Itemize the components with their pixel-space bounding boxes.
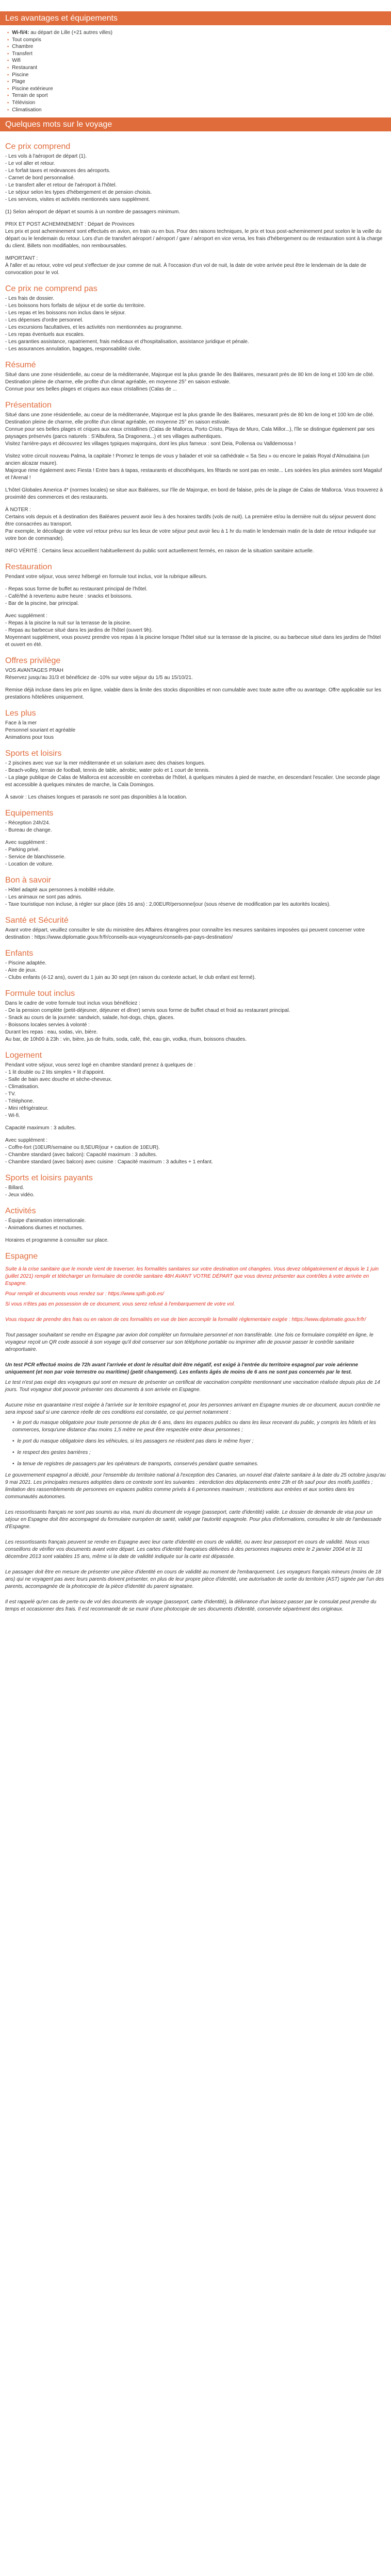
section-title: Espagne — [5, 1252, 38, 1261]
section-line: - Salle de bain avec douche et sèche-cheveux. — [5, 1077, 112, 1083]
section-block — [5, 1237, 386, 1244]
espagne-para-4: Le gouvernement espagnol a décidé, pour l'ensemble du territoire national à l'exception des Canaries, un nouvel état d'alerte sanitaire à la date du 25 octobre jusqu'au 9 mai 2021. Les principales mesures adoptées dans ce contexte sont les suivantes : interdiction des déplacements entre 23h et 6h sauf pour des motifs justifiés ; limitation des rassemblements de personnes en espaces publics comme privés à 6 personnes maximum ; restrictions aux entrées et aux sorties dans les communautés autonomes. — [5, 1472, 386, 1500]
section-line: - Les repas et les boissons non inclus dans le séjour. — [5, 310, 126, 316]
advantage-item-text: Transfert — [12, 50, 32, 57]
section-line: Avec supplément : — [5, 613, 48, 619]
measure-item: • le respect des gestes barrières ; — [12, 1449, 386, 1456]
section-line: Réservez jusqu'au 31/3 et bénéficiez de -10% sur votre séjour du 1/5 au 15/10/21. — [5, 675, 193, 681]
section-line: VOS AVANTAGES PRAH — [5, 668, 63, 674]
section-title: Enfants — [5, 949, 34, 958]
section-line: - Beach-volley, terrain de football, tennis de table, aérobic, water polo et 1 court de tennis. — [5, 768, 210, 774]
section-line: - Les repas éventuels aux escales. — [5, 332, 85, 338]
section-block — [5, 1125, 386, 1132]
advantage-item-text: Wifi — [12, 58, 21, 64]
section-line: (1) Selon aéroport de départ et soumis à un nombre de passagers minimum. — [5, 209, 181, 215]
advantage-item — [7, 29, 391, 37]
section-line: - Parking privé. — [5, 847, 40, 853]
section-line: - Coffre-fort (10EUR/semaine ou 8,5EUR/jour + caution de 10EUR). — [5, 1145, 160, 1151]
section-line: À NOTER : — [5, 507, 31, 513]
section-title: Bon à savoir — [5, 876, 51, 885]
section-line: - La plage publique de Calas de Mallorca est accessible en contrebas de l'hôtel, à quelques minutes à pied de marche, en descendant l'escalier. Une seconde plage est accessible à quelques minutes de marche, la Cala Domingos. — [5, 775, 380, 788]
section-block — [5, 820, 386, 834]
advantage-item — [7, 107, 391, 114]
section-line: À savoir : Les chaises longues et parasols ne sont pas disponibles à la location. — [5, 794, 187, 801]
section-title: Santé et Sécurité — [5, 916, 69, 925]
section-line: - Le vol aller et retour. — [5, 161, 55, 167]
section-title: Activités — [5, 1207, 36, 1216]
trip-content — [0, 131, 391, 1261]
section-block — [5, 412, 386, 448]
section-line: - Chambre standard (avec balcon): Capacité maximum : 3 adultes. — [5, 1152, 157, 1158]
section-line: Capacité maximum : 3 adultes. — [5, 1125, 76, 1131]
section-block — [5, 573, 386, 581]
espagne-measures-list — [12, 1419, 386, 1468]
section-line: - Hôtel adapté aux personnes à mobilité réduite. — [5, 887, 115, 893]
section-block — [5, 371, 386, 393]
section-title: Les plus — [5, 709, 36, 718]
section-line: - Les dépenses d'ordre personnel. — [5, 317, 84, 324]
section-line: PRIX ET POST ACHEMINEMENT : Départ de Provinces — [5, 222, 135, 228]
section-line: - Les animaux ne sont pas admis. — [5, 894, 83, 901]
advantage-item — [7, 50, 391, 58]
advantage-item-text: Télévision — [12, 99, 36, 106]
advantage-item-text: Terrain de sport — [12, 93, 48, 99]
trip-header: Quelques mots sur le voyage — [0, 117, 391, 131]
section-line: Destination pleine de charme, elle profite d'un climat agréable, en moyenne 25° en saison estivale. — [5, 379, 231, 385]
section-line: - Les assurances annulation, bagages, responsabilité civile. — [5, 346, 142, 352]
section-line: - 2 piscines avec vue sur la mer méditerranée et un solarium avec des chaises longues. — [5, 760, 205, 767]
section-block — [5, 586, 386, 607]
section-title: Résumé — [5, 361, 36, 370]
section-line: - Taxe touristique non incluse, à régler sur place (dès 16 ans) : 2,00EUR/personne/jour (sous réserve de modification par les autorités locales). — [5, 902, 331, 908]
section-line: - Jeux vidéo. — [5, 1192, 35, 1198]
section-title: Logement — [5, 1051, 42, 1060]
section-line: - Les garanties assistance, rapatriement, frais médicaux et d'hospitalisation, assistance juridique et pénale. — [5, 339, 249, 345]
espagne-para-5: Les ressortissants français ne sont pas soumis au visa, muni du document de voyage (passeport, carte d'identité) valide. Le dossier de demande de visa pour un séjour en Espagne doit être accompagné du formulaire européen de santé, validé par l'autorité espagnole. Pour plus d'informations, consultez le site de l'ambassade d'Espagne. — [5, 1510, 382, 1530]
section-line: Situé dans une zone résidentielle, au coeur de la méditerranée, Majorque est la plus grande île des Baléares, mesurant près de 80 km de long et 100 km de côté. — [5, 372, 374, 378]
section-block — [5, 794, 386, 801]
section-line: INFO VÉRITÉ : Certains lieux accueillent habituellement du public sont actuellement fermés, en raison de la situation sanitaire actuelle. — [5, 548, 314, 554]
section-block — [5, 209, 386, 216]
section-line: Pendant votre séjour, vous serez logé en chambre standard prenez à quelques de : — [5, 1062, 196, 1069]
espagne-warning-4: Vous risquez de prendre des frais ou en raison de ces formalités en vue de bien accomplir la formalité réglementaire exigée : https://www.diplomatie.gouv.fr/fr/ — [5, 1317, 366, 1323]
espagne-para-6: Les ressortissants français peuvent se rendre en Espagne avec leur carte d'identité en cours de validité, ou avec leur passeport en cours de validité. Nous vous conseillons de vérifier vos documents avant votre départ. Les cartes d'identité françaises délivrées à des personnes majeures entre le 2 janvier 2004 et le 31 décembre 2013 sont valables 15 ans, même si la date de validité indiquée sur la carte est dépassée. — [5, 1539, 370, 1560]
section-line: Face à la mer — [5, 720, 37, 726]
section-line: Visitez votre circuit nouveau Palma, la capitale ! Promez le temps de vous y balader et voir sa cathédrale « Sa Seu » ou encore le palais Royal d'Almudaina (un ancien alcazar maure). — [5, 453, 369, 467]
section-line: - Bar de la piscine, bar principal. — [5, 601, 79, 607]
section-line: - Le séjour selon les types d'hébergement et de pension choisis. — [5, 190, 152, 196]
section-block — [5, 927, 386, 941]
section-line: - Le forfait taxes et redevances des aéroports. — [5, 168, 110, 174]
section-title: Restauration — [5, 563, 52, 572]
section-line: - 1 lit double ou 2 lits simples + lit d'appoint. — [5, 1070, 105, 1076]
section-line: Certains vols depuis et à destination des Baléares peuvent avoir lieu à des horaires tardifs (vols de nuit). La première et/ou la dernière nuit du séjour peuvent donc être consacrées au transport. — [5, 514, 376, 528]
section-line: À l'aller et au retour, votre vol peut s'effectuer de jour comme de nuit. À l'occasion d'un vol de nuit, la date de votre arrivée peut être le lendemain de la date de convocation pour le vol. — [5, 263, 367, 276]
section-line: - Wi-fi. — [5, 1113, 20, 1119]
espagne-warning-2: Pour remplir et documents vous rendez sur : https://www.spth.gob.es/ — [5, 1291, 164, 1297]
section-line: - Le transfert aller et retour de l'aéroport à l'hôtel. — [5, 182, 117, 189]
measure-item: • le port du masque obligatoire pour toute personne de plus de 6 ans, dans les espaces publics ou dans les lieux recevant du public, y compris les hôtels et les commerces, lorsqu'une distance d'au moins 1,5 mètre ne peut être respectée entre deux personnes ; — [12, 1419, 386, 1434]
section-line: Majorque rime également avec Fiesta ! Entre bars à tapas, restaurants et discothèques, les fêtards ne sont pas en reste... Les soirées les plus animées sont Magaluf et l'Arenal ! — [5, 468, 382, 481]
espagne-warning-3: Si vous n'êtes pas en possession de ce document, vous serez refusé à l'embarquement de votre vol. — [5, 1301, 235, 1308]
section-line: - Billard. — [5, 1185, 24, 1191]
section-block — [5, 548, 386, 555]
section-line: Avec supplément : — [5, 840, 48, 846]
section-line: Au bar, de 10h00 à 23h : vin, bière, jus de fruits, soda, café, thé, eau gin, vodka, rhum, boissons chaudes. — [5, 1037, 247, 1043]
section-title: Offres privilège — [5, 656, 61, 666]
advantages-list — [7, 29, 391, 113]
section-block — [5, 687, 386, 701]
section-line: - Les frais de dossier. — [5, 296, 55, 302]
section-block — [5, 1217, 386, 1232]
section-line: Destination pleine de charme, elle profite d'un climat agréable, en moyenne 25° en saison estivale. — [5, 419, 231, 426]
advantage-item-text: Tout compris — [12, 37, 41, 43]
section-block — [5, 255, 386, 277]
section-line: - Les boissons hors forfaits de séjour et de sortie du territoire. — [5, 303, 145, 309]
advantage-item-bold: Wi-fi/4: — [12, 30, 29, 36]
section-line: - Repas sous forme de buffet au restaurant principal de l'hôtel. — [5, 586, 148, 592]
section-block — [5, 1000, 386, 1043]
section-line: - Téléphone. — [5, 1098, 34, 1105]
section-line: Animations pour tous — [5, 735, 54, 741]
espagne-para-3: Aucune mise en quarantaine n'est exigée à l'arrivée sur le territoire espagnol et, pour les personnes arrivant en Espagne munies de ce document, aucun contrôle ne sera imposé sauf si une carence réelle de ces conditions est constatée, ce qui permet notamment : — [5, 1402, 381, 1416]
section-line: Avant votre départ, veuillez consulter le site du ministère des Affaires étrangères pour connaître les mesures sanitaires imposées qui peuvent concerner votre destination : https://www.diplomatie.gouv.fr/fr/conseils-aux-voyageurs/conseils-par-pays-destination/ — [5, 927, 365, 941]
section-title: Formule tout inclus — [5, 989, 75, 998]
advantage-item — [7, 86, 391, 93]
section-block — [5, 667, 386, 682]
section-line: - TV. — [5, 1091, 16, 1097]
section-line: - Animations diurnes et nocturnes. — [5, 1225, 84, 1231]
section-block — [5, 1184, 386, 1199]
section-block — [5, 960, 386, 981]
advantage-item — [7, 57, 391, 64]
section-line: Remise déjà incluse dans les prix en ligne, valable dans la limite des stocks disponibles et non cumulable avec toute autre offre ou avantage. Offre applicable sur les prestations hôtelières uniquement. — [5, 687, 381, 701]
advantage-item-text: Piscine — [12, 72, 29, 78]
advantage-item — [7, 43, 391, 50]
section-block — [5, 153, 386, 204]
section-block — [5, 887, 386, 908]
section-title: Sports et loisirs — [5, 749, 62, 758]
advantage-item — [7, 99, 391, 107]
section-line: - Les services, visites et activités mentionnés sans supplément. — [5, 197, 150, 203]
measure-item: • le port du masque obligatoire dans les véhicules, si les passagers ne résident pas dans le même foyer ; — [12, 1438, 386, 1445]
section-line: - Aire de jeux. — [5, 968, 37, 974]
espagne-warning-1: Suite à la crise sanitaire que le monde vient de traverser, les formalités sanitaires sur votre destination ont changées. Vous devez obligatoirement et depuis le 1 juin (juillet 2021) remplir et télécharger un formulaire de contrôle sanitaire 48H AVANT VOTRE DÉPART que vous devrez présenter aux contrôles à votre arrivée en Espagne. — [5, 1266, 379, 1287]
advantage-item-text: Piscine extérieure — [12, 86, 53, 92]
section-line: Pendant votre séjour, vous serez hébergé en formule tout inclus, voir la rubrique ailleurs. — [5, 574, 207, 580]
section-line: - Clubs enfants (4-12 ans), ouvert du 1 juin au 30 sept (en raison du contexte actuel, le club enfant est fermé). — [5, 975, 256, 981]
section-line: - Les vols à l'aéroport de départ (1). — [5, 154, 87, 160]
section-line: - Réception 24h/24. — [5, 820, 51, 826]
espagne-para-2: Le test n'est pas exigé des voyageurs qui sont en mesure de présenter un certificat de vaccination complète mentionnant une vaccination réalisée depuis plus de 14 jours. Tout voyageur doit pouvoir présenter ces documents à son arrivée en Espagne. — [5, 1380, 380, 1393]
section-line: IMPORTANT : — [5, 256, 38, 262]
advantage-item-text: Chambre — [12, 44, 34, 50]
espagne-content — [0, 1263, 391, 1613]
section-line: - De la pension complète (petit-déjeuner, déjeuner et dîner) servis sous forme de buffet chaud et froid au restaurant principal. — [5, 1008, 290, 1014]
section-line: - Café/thé à revertenu autre heure : snacks et boissons. — [5, 594, 133, 600]
section-line: - Repas à la piscine la nuit sur la terrasse de la piscine. — [5, 620, 132, 626]
section-block — [5, 506, 386, 543]
section-block — [5, 487, 386, 501]
section-block — [5, 839, 386, 868]
section-line: Visitez l'arrière-pays et découvrez les villages typiques majorquins, dont les plus fameux : sont Deia, Pollensa ou Valldemossa ! — [5, 441, 296, 447]
section-line: - Location de voiture. — [5, 861, 54, 868]
espagne-para-7: Le passager doit être en mesure de présenter une pièce d'identité en cours de validité au moment de l'embarquement. Les voyageurs français mineurs (moins de 18 ans) qui ne voyagent pas avec leurs parents doivent présenter, en plus de leur propre pièce d'identité, une autorisation de sortie du territoire (AST) signée par l'un des parents, accompagnée de la photocopie de la pièce d'identité du parent signataire. — [5, 1569, 384, 1590]
section-line: - Boissons locales servies à volonté : — [5, 1022, 90, 1028]
section-line: Connue pour ses belles plages et criques aux eaux cristallines (Calas de ... — [5, 386, 177, 393]
section-block — [5, 221, 386, 250]
advantage-item-text: Plage — [12, 79, 25, 85]
section-line: - Snack au cours de la journée: sandwich, salade, hot-dogs, chips, glaces. — [5, 1015, 175, 1021]
section-title: Ce prix ne comprend pas — [5, 284, 97, 294]
section-line: - Mini réfrigérateur. — [5, 1106, 48, 1112]
section-line: - Les excursions facultatives, et les activités non mentionnées au programme. — [5, 325, 183, 331]
section-line: - Bureau de change. — [5, 827, 52, 834]
section-block — [5, 760, 386, 789]
section-block — [5, 1137, 386, 1166]
section-line: - Climatisation. — [5, 1084, 40, 1090]
section-line: Connue pour ses belles plages et criques aux eaux cristallines (Calas de Mallorca, Porto Cristo, Playa de Muro, Cala Millor...), l'île se distingue également par ses paysages préservés (parcs naturels : S'Albufera, Sa Dragonera...) et ses villages authentiques. — [5, 427, 375, 440]
section-title: Equipements — [5, 809, 54, 818]
advantage-item-text: Climatisation — [12, 107, 42, 113]
advantage-item-text: Restaurant — [12, 64, 38, 71]
section-line: - Chambre standard (avec balcon) avec cuisine : Capacité maximum : 3 adultes + 1 enfant. — [5, 1159, 213, 1165]
section-block — [5, 1062, 386, 1120]
section-line: - Piscine adaptée. — [5, 960, 47, 967]
advantages-header: Les avantages et équipements — [0, 11, 391, 25]
advantage-item-text: au départ de Lille (+21 autres villes) — [29, 30, 112, 36]
section-line: Les prix et post acheminement sont effectués en avion, en train ou en bus. Pour des raisons techniques, le prix et tous post-acheminement peut scelon le la veille du départ ou le lendemain du retour. Lors d'un de transfert aéroport / aéroport / gare / aéroport en vice versa, les frais d'hébergement ou de restauration sont à la charge du client. Billets non modifiables, non remboursables. — [5, 229, 383, 249]
section-line: Par exemple, le décollage de votre vol retour prévu sur les lieux de votre séjour peut avoir lieu à 1 hr du matin le lendemain matin de la date de retour indiquée sur votre bon de commande). — [5, 529, 376, 542]
section-line: Durant les repas : eau, sodas, vin, bière. — [5, 1029, 98, 1036]
section-block — [5, 295, 386, 353]
section-block — [5, 720, 386, 741]
section-block — [5, 453, 386, 482]
advantage-item — [7, 78, 391, 86]
section-line: Situé dans une zone résidentielle, au coeur de la méditerranée, Majorque est la plus grande île des Baléares, mesurant près de 80 km de long et 100 km de côté. — [5, 412, 374, 418]
section-line: - Équipe d'animation internationale. — [5, 1218, 86, 1224]
advantage-item — [7, 64, 391, 72]
section-line: Horaires et programme à consulter sur place. — [5, 1238, 109, 1244]
measure-item: • la tenue de registres de passagers par les opérateurs de transports, conservés pendant quatre semaines. — [12, 1461, 386, 1468]
section-line: Avec supplément : — [5, 1138, 48, 1144]
section-title: Présentation — [5, 401, 52, 410]
section-line: Dans le cadre de votre formule tout inclus vous bénéficiez : — [5, 1001, 140, 1007]
section-line: L'hôtel Globales America 4* (normes locales) se situe aux Baléares, sur l'île de Majorque, en bord de falaise, près de la plage de Calas de Mallorca. Vous trouverez à proximité des commerces et des restaurants. — [5, 487, 383, 501]
section-line: - Carnet de bord personnalisé. — [5, 175, 75, 181]
advantage-item — [7, 92, 391, 99]
espagne-pcr-notice: Un test PCR effectué moins de 72h avant l'arrivée et dont le résultat doit être négatif, est exigé à l'entrée du territoire espagnol par voie aérienne uniquement (et non par voie terrestre ou maritime) (petit changement). Les enfants âgés de moins de 6 ans ne sont pas concernés par le test. — [5, 1362, 359, 1376]
section-line: Moyennant supplément, vous pouvez prendre vos repas à la piscine lorsque l'hôtel situé sur la terrasse de la piscine, ou au barbecue situé dans les jardins de l'hôtel et ouvert en été. — [5, 635, 381, 648]
espagne-para-1: Tout passager souhaitant se rendre en Espagne par avion doit compléter un formulaire personnel et non transférable. Une fois ce formulaire complété en ligne, le voyageur reçoit un QR code associé à son voyage qu'il doit conserver sur son téléphone portable ou imprimer afin de pouvoir passer le contrôle sanitaire aéroportuaire. — [5, 1332, 373, 1353]
section-block — [5, 613, 386, 649]
advantage-item — [7, 37, 391, 44]
section-line: - Service de blanchisserie. — [5, 854, 66, 860]
section-line: Personnel souriant et agréable — [5, 727, 76, 734]
section-title: Sports et loisirs payants — [5, 1174, 93, 1183]
section-line: - Repas au barbecue situé dans les jardins de l'hôtel (ouvert 9h). — [5, 628, 153, 634]
espagne-para-8: Il est rappelé qu'en cas de perte ou de vol des documents de voyage (passeport, carte d'identité), la délivrance d'un laissez-passer par le consulat peut prendre du temps et occasionner des frais. Il est recommandé de se munir d'une photocopie de ses documents d'identité, conservée séparément des originaux. — [5, 1599, 377, 1613]
advantage-item — [7, 72, 391, 79]
section-title: Ce prix comprend — [5, 142, 71, 151]
